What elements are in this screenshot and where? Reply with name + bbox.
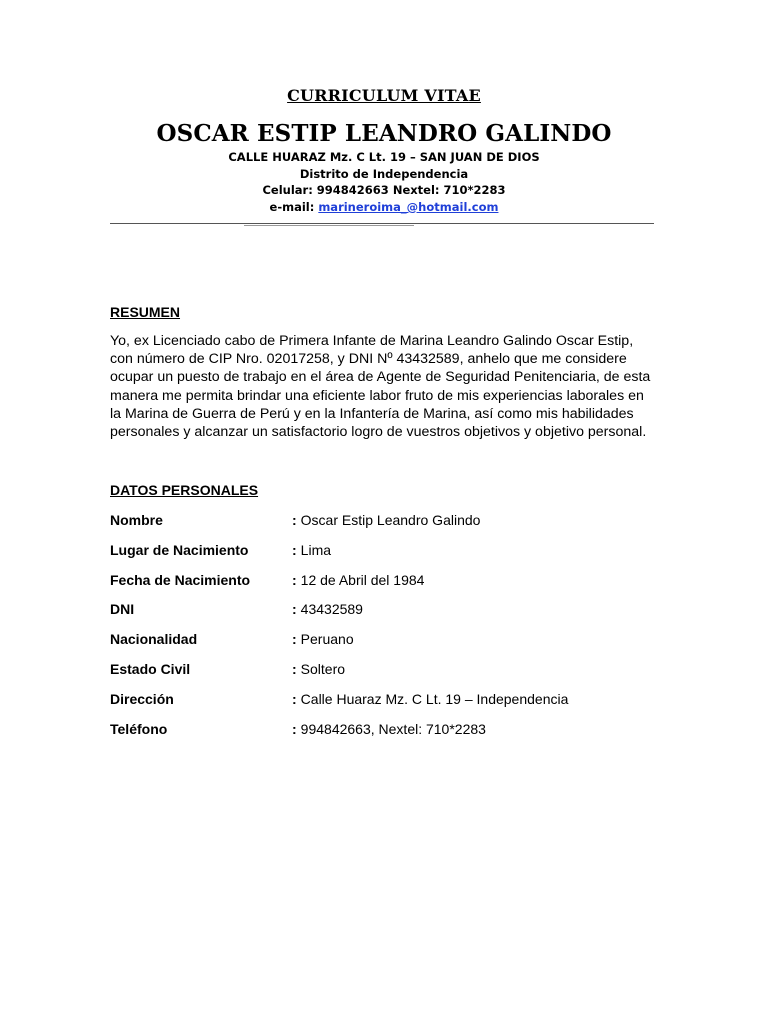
datos-value — [292, 691, 568, 707]
datos-row-telefono — [110, 721, 670, 751]
datos-row-dni — [110, 601, 670, 631]
datos-label: Estado Civil — [110, 660, 191, 677]
datos-personales-table — [110, 512, 670, 750]
resumen-paragraph — [110, 332, 670, 441]
datos-row-fecha-nacimiento — [110, 572, 670, 602]
datos-value-text: Oscar Estip Leandro Galindo — [300, 512, 481, 528]
datos-value — [292, 542, 331, 558]
separator: : — [292, 601, 297, 618]
separator: : — [292, 541, 297, 558]
datos-value-text: Calle Huaraz Mz. C Lt. 19 – Independencia — [300, 690, 569, 707]
datos-label: Dirección — [110, 690, 174, 707]
datos-value — [292, 512, 480, 528]
datos-label: Fecha de Nacimiento — [110, 571, 251, 588]
resumen-line: Yo, ex Licenciado cabo de Primera Infante de Marina Leandro Galindo Oscar Estip, — [110, 333, 634, 349]
datos-value — [292, 661, 345, 677]
contact-block — [0, 149, 768, 215]
phones-line: Celular: 994842663 Nextel: 710*2283 — [262, 183, 506, 197]
email-label: e-mail: — [269, 199, 319, 214]
resumen-line: con número de CIP Nro. 02017258, y DNI Nº 43432589, anhelo que me considere — [110, 351, 627, 368]
datos-value — [292, 572, 424, 588]
resumen-line: la Marina de Guerra de Perú y en la Infantería de Marina, así como mis habilidades — [110, 405, 634, 422]
email-line — [0, 199, 768, 216]
resumen-line: personales y alcanzar un satisfactorio logro de vuestros objetivos y objetivo personal. — [110, 424, 647, 441]
resumen-line: ocupar un puesto de trabajo en el área de Agente de Seguridad Penitenciaria, de esta — [110, 369, 651, 386]
separator: : — [292, 512, 297, 528]
separator: : — [292, 660, 297, 677]
email-link[interactable]: marineroima_@hotmail.com — [318, 199, 499, 214]
header-divider-shadow — [244, 225, 414, 226]
datos-row-estado-civil — [110, 661, 670, 691]
separator: : — [292, 571, 297, 588]
separator: : — [292, 720, 297, 737]
datos-value-text: 12 de Abril del 1984 — [300, 571, 425, 588]
header-divider — [110, 223, 654, 224]
datos-label: Lugar de Nacimiento — [110, 541, 249, 558]
datos-row-nacionalidad — [110, 631, 670, 661]
district-line: Distrito de Independencia — [299, 166, 469, 181]
datos-value — [292, 601, 363, 617]
datos-row-direccion — [110, 691, 670, 721]
datos-label: Teléfono — [110, 720, 168, 737]
separator: : — [292, 690, 297, 707]
datos-value-text: 994842663, Nextel: 710*2283 — [300, 720, 486, 737]
datos-row-lugar-nacimiento — [110, 542, 670, 572]
datos-value — [292, 721, 486, 737]
datos-label: Nacionalidad — [110, 631, 198, 648]
datos-value-text: Lima — [300, 541, 332, 558]
separator: : — [292, 631, 297, 648]
resumen-title: RESUMEN — [110, 304, 181, 320]
datos-value-text: 43432589 — [300, 601, 363, 618]
candidate-name: OSCAR ESTIP LEANDRO GALINDO — [156, 120, 612, 147]
datos-row-nombre — [110, 512, 670, 542]
resumen-line: manera me permita brindar una eficiente labor fruto de mis experiencias laborales en — [110, 387, 644, 404]
document-heading: CURRICULUM VITAE — [287, 86, 481, 105]
datos-label: Nombre — [110, 512, 163, 528]
datos-label: DNI — [110, 601, 135, 618]
datos-value — [292, 631, 354, 647]
address-line: CALLE HUARAZ Mz. C Lt. 19 – SAN JUAN DE DIOS — [228, 150, 540, 164]
datos-personales-title: DATOS PERSONALES — [110, 482, 259, 498]
datos-value-text: Soltero — [300, 660, 346, 677]
datos-value-text: Peruano — [300, 631, 354, 648]
